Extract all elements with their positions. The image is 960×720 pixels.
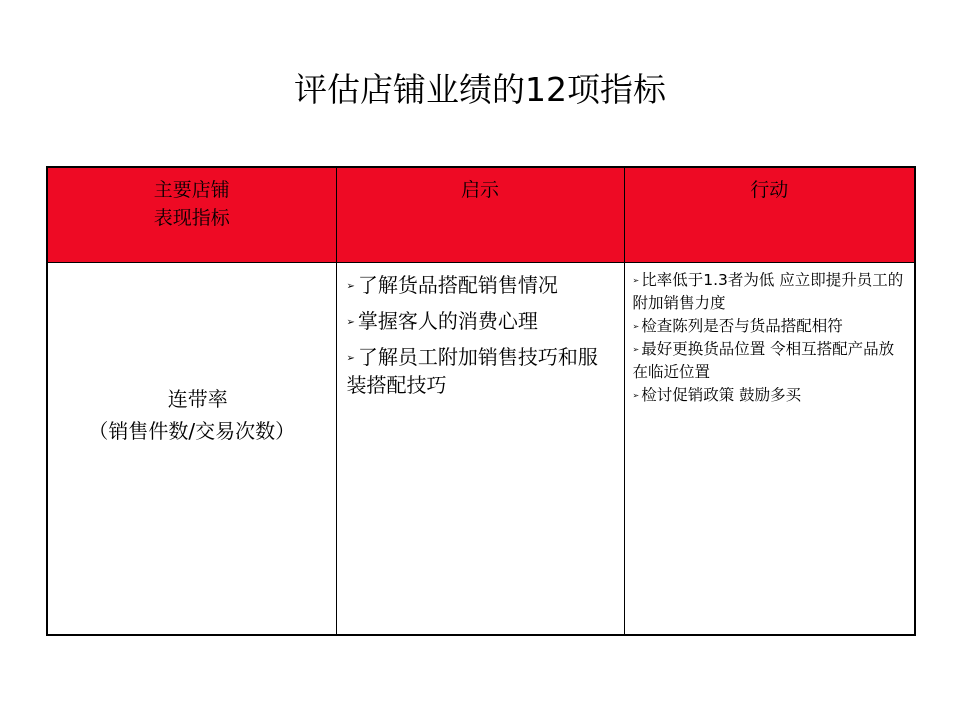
- metrics-table: [46, 166, 916, 636]
- table-header-row: [47, 167, 915, 263]
- list-item: ➢ 掌握客人的消费心理: [346, 309, 538, 333]
- arrow-bullet-icon: ➢: [346, 280, 355, 292]
- header-metric-line1: 主要店铺: [153, 179, 230, 201]
- list-item: ➢ 了解货品搭配销售情况: [346, 273, 558, 297]
- insight-cell: [336, 263, 624, 636]
- header-metric: [47, 167, 336, 263]
- arrow-bullet-icon: ➢: [346, 352, 355, 364]
- action-list: [625, 263, 915, 407]
- arrow-bullet-icon: ➢: [632, 390, 640, 400]
- header-action: 行动: [624, 167, 915, 263]
- header-metric-line2: 表现指标: [153, 207, 230, 229]
- action-cell: [624, 263, 915, 636]
- metric-cell: [47, 263, 336, 636]
- arrow-bullet-icon: ➢: [632, 275, 640, 285]
- list-item: ➢ 检查陈列是否与货品搭配相符: [632, 317, 843, 335]
- header-insight: 启示: [336, 167, 624, 263]
- insight-list: [337, 263, 624, 399]
- arrow-bullet-icon: ➢: [632, 344, 640, 354]
- list-item: ➢ 检讨促销政策 鼓励多买: [632, 386, 802, 404]
- list-item: ➢ 比率低于1.3者为低 应立即提升员工的附加销售力度: [632, 271, 904, 312]
- arrow-bullet-icon: ➢: [632, 321, 640, 331]
- list-item: ➢ 了解员工附加销售技巧和服装搭配技巧: [346, 345, 598, 397]
- slide-title: 评估店铺业绩的12项指标: [294, 70, 666, 109]
- metric-formula: （销售件数/交易次数）: [88, 418, 296, 443]
- table-row: [47, 263, 915, 636]
- list-item: ➢ 最好更换货品位置 令相互搭配产品放在临近位置: [632, 340, 895, 381]
- metric-name: 连带率: [167, 386, 228, 411]
- arrow-bullet-icon: ➢: [346, 316, 355, 328]
